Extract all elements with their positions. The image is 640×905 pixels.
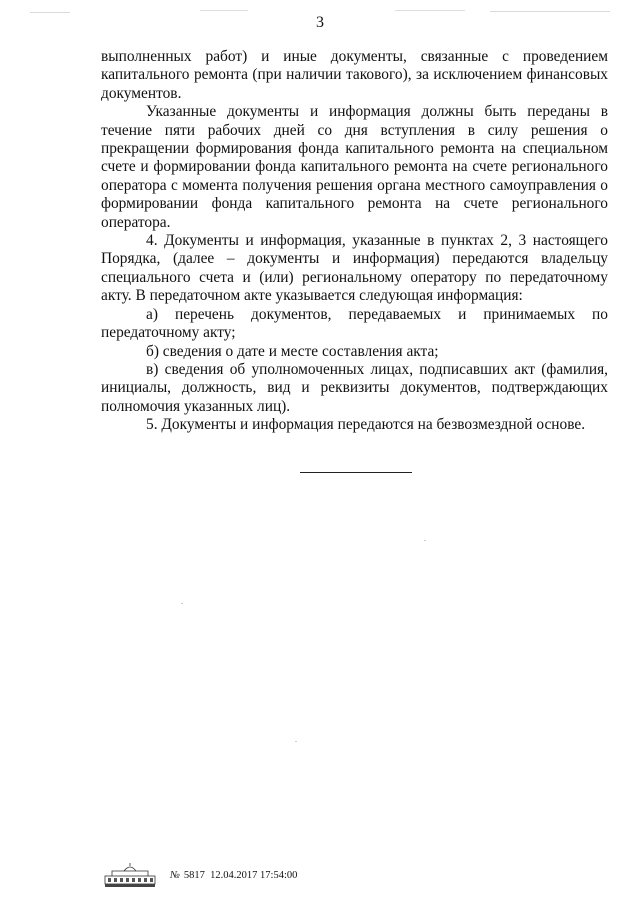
page-number: 3 [316,14,324,31]
paragraph-transfer-deadline: Указанные документы и информация должны быть переданы в течение пяти рабочих дней со дня вступления в силу решения о прекращении формирования фонда капитального ремонта на специальном счете и формировании фонда капитального ремонта на счете регионального оператора с момента получения решения органа местного самоуправления о формировании фонда капитального ремонта на счете регионального оператора. [101,103,608,231]
registration-number: 5817 [183,870,205,881]
registration-stamp [170,870,297,882]
scan-artifact [200,10,248,11]
paragraph-item-4b: б) сведения о дате и месте составления акта; [146,342,439,360]
scan-speck [424,540,426,541]
scan-artifact [490,11,610,12]
building-seal-icon [104,862,156,888]
scan-speck [181,603,183,604]
document-footer [104,862,364,890]
paragraph-item-4a: а) перечень документов, передаваемых и принимаемых по передаточному акту; [101,305,608,342]
paragraph-item-5: 5. Документы и информация передаются на безвозмездной основе. [146,416,586,434]
paragraph-continuation: выполненных работ) и иные документы, связанные с проведением капитального ремонта (при наличии такового), за исключением финансовых документов. [101,48,608,102]
number-sign: № [170,870,180,881]
paragraph-item-4: 4. Документы и информация, указанные в пунктах 2, 3 настоящего Порядка, (далее – документы и информация) передаются владельцу специального счета и (или) региональному оператору по передаточному акту. В передаточном акте указывается следующая информация: [101,232,608,305]
scan-artifact [30,12,70,13]
separator-line [300,472,412,473]
scan-speck [295,741,297,742]
paragraph-item-4c: в) сведения об уполномоченных лицах, подписавших акт (фамилия, инициалы, должность, вид и реквизиты документов, подтверждающих полномочия указанных лиц). [101,360,608,415]
registration-datetime: 12.04.2017 17:54:00 [210,870,298,881]
document-body [101,48,608,435]
scan-artifact [395,10,465,11]
